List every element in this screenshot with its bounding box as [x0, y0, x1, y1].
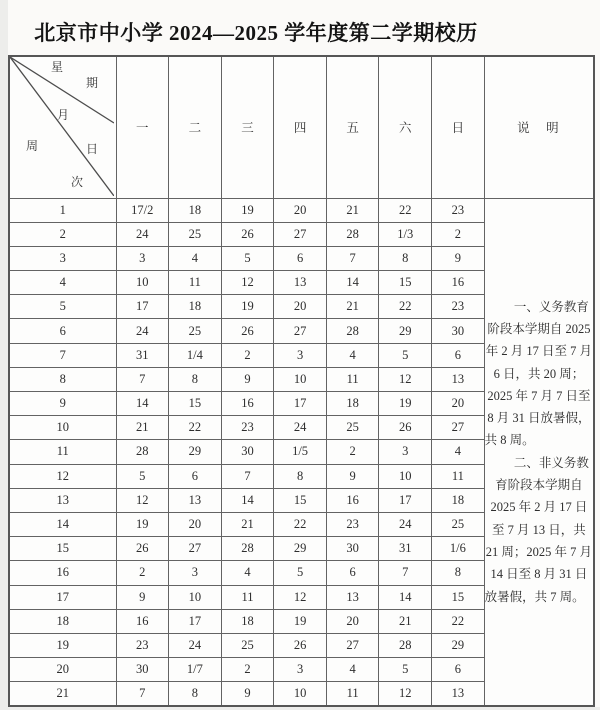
week-number-cell: 18 — [9, 609, 116, 633]
date-cell: 17 — [169, 609, 222, 633]
date-cell: 20 — [169, 512, 222, 536]
date-cell: 6 — [169, 464, 222, 488]
date-cell: 9 — [116, 585, 169, 609]
day-header-sun: 日 — [432, 56, 485, 198]
date-cell: 26 — [221, 319, 274, 343]
date-cell: 6 — [274, 246, 327, 270]
date-cell: 15 — [379, 271, 432, 295]
date-cell: 26 — [379, 416, 432, 440]
date-cell: 9 — [432, 246, 485, 270]
date-cell: 18 — [169, 295, 222, 319]
date-cell: 23 — [432, 198, 485, 222]
date-cell: 27 — [432, 416, 485, 440]
date-cell: 10 — [169, 585, 222, 609]
day-header-thu: 四 — [274, 56, 327, 198]
corner-label-weekday: 星 — [51, 60, 64, 74]
date-cell: 14 — [326, 271, 379, 295]
date-cell: 12 — [116, 488, 169, 512]
date-cell: 27 — [274, 319, 327, 343]
date-cell: 26 — [274, 633, 327, 657]
date-cell: 5 — [379, 658, 432, 682]
date-cell: 15 — [274, 488, 327, 512]
date-cell: 13 — [274, 271, 327, 295]
date-cell: 30 — [432, 319, 485, 343]
notes-header: 说 明 — [484, 56, 594, 198]
date-cell: 1/5 — [274, 440, 327, 464]
date-cell: 31 — [116, 343, 169, 367]
date-cell: 30 — [221, 440, 274, 464]
date-cell: 31 — [379, 537, 432, 561]
date-cell: 8 — [169, 682, 222, 706]
date-cell: 14 — [221, 488, 274, 512]
date-cell: 27 — [274, 222, 327, 246]
date-cell: 10 — [274, 682, 327, 706]
day-header-fri: 五 — [326, 56, 379, 198]
date-cell: 7 — [116, 367, 169, 391]
week-number-cell: 13 — [9, 488, 116, 512]
date-cell: 3 — [116, 246, 169, 270]
date-cell: 3 — [274, 658, 327, 682]
date-cell: 24 — [116, 319, 169, 343]
date-cell: 21 — [379, 609, 432, 633]
date-cell: 20 — [274, 295, 327, 319]
date-cell: 8 — [169, 367, 222, 391]
date-cell: 29 — [432, 633, 485, 657]
date-cell: 5 — [221, 246, 274, 270]
date-cell: 7 — [379, 561, 432, 585]
date-cell: 28 — [326, 222, 379, 246]
date-cell: 24 — [274, 416, 327, 440]
date-cell: 22 — [432, 609, 485, 633]
week-number-cell: 4 — [9, 271, 116, 295]
date-cell: 25 — [169, 319, 222, 343]
date-cell: 25 — [169, 222, 222, 246]
date-cell: 19 — [221, 198, 274, 222]
day-header-sat: 六 — [379, 56, 432, 198]
date-cell: 7 — [116, 682, 169, 706]
date-cell: 2 — [116, 561, 169, 585]
date-cell: 26 — [116, 537, 169, 561]
date-cell: 8 — [379, 246, 432, 270]
date-cell: 29 — [274, 537, 327, 561]
notes-paragraph-1: 一、义务教育阶段本学期自 2025 年 2 月 17 日至 7 月 6 日，共 20 周；2025 年 7 月 7 日至 8 月 31 日放暑假，共 8 周。 — [484, 299, 593, 448]
date-cell: 21 — [221, 512, 274, 536]
date-cell: 9 — [221, 682, 274, 706]
date-cell: 21 — [326, 198, 379, 222]
date-cell: 1/7 — [169, 658, 222, 682]
corner-label-weekday: 期 — [86, 76, 99, 90]
date-cell: 24 — [379, 512, 432, 536]
date-cell: 1/6 — [432, 537, 485, 561]
week-number-cell: 1 — [9, 198, 116, 222]
corner-label-date: 日 — [86, 142, 99, 156]
week-number-cell: 9 — [9, 392, 116, 416]
week-number-cell: 20 — [9, 658, 116, 682]
date-cell: 4 — [432, 440, 485, 464]
week-number-cell: 8 — [9, 367, 116, 391]
date-cell: 12 — [379, 367, 432, 391]
week-number-cell: 12 — [9, 464, 116, 488]
date-cell: 17/2 — [116, 198, 169, 222]
corner-cell — [9, 56, 116, 198]
date-cell: 20 — [274, 198, 327, 222]
week-number-cell: 10 — [9, 416, 116, 440]
date-cell: 8 — [274, 464, 327, 488]
date-cell: 1/4 — [169, 343, 222, 367]
date-cell: 28 — [326, 319, 379, 343]
date-cell: 3 — [169, 561, 222, 585]
date-cell: 24 — [169, 633, 222, 657]
date-cell: 26 — [221, 222, 274, 246]
date-cell: 2 — [221, 658, 274, 682]
date-cell: 10 — [274, 367, 327, 391]
date-cell: 18 — [326, 392, 379, 416]
date-cell: 14 — [116, 392, 169, 416]
date-cell: 4 — [326, 658, 379, 682]
date-cell: 2 — [326, 440, 379, 464]
week-number-cell: 19 — [9, 633, 116, 657]
date-cell: 12 — [221, 271, 274, 295]
notes-paragraph-2: 二、非义务教育阶段本学期自 2025 年 2 月 17 日至 7 月 13 日，共 21 周；2025 年 7 月 14 日至 8 月 31 日放暑假，共 7 周。 — [484, 455, 593, 604]
week-number-cell: 21 — [9, 682, 116, 706]
date-cell: 14 — [379, 585, 432, 609]
date-cell: 6 — [432, 658, 485, 682]
date-cell: 7 — [326, 246, 379, 270]
corner-label-date: 月 — [57, 108, 70, 122]
page-title: 北京市中小学 2024—2025 学年度第二学期校历 — [34, 21, 478, 45]
notes-cell — [484, 198, 594, 706]
date-cell: 30 — [326, 537, 379, 561]
date-cell: 13 — [169, 488, 222, 512]
date-cell: 9 — [326, 464, 379, 488]
date-cell: 11 — [326, 367, 379, 391]
day-header-tue: 二 — [169, 56, 222, 198]
corner-label-week-number: 周 — [26, 139, 39, 153]
day-header-mon: 一 — [116, 56, 169, 198]
date-cell: 5 — [379, 343, 432, 367]
date-cell: 17 — [116, 295, 169, 319]
date-cell: 18 — [221, 609, 274, 633]
date-cell: 15 — [432, 585, 485, 609]
date-cell: 11 — [221, 585, 274, 609]
date-cell: 28 — [379, 633, 432, 657]
date-cell: 24 — [116, 222, 169, 246]
date-cell: 22 — [379, 295, 432, 319]
week-number-cell: 2 — [9, 222, 116, 246]
date-cell: 13 — [326, 585, 379, 609]
date-cell: 28 — [221, 537, 274, 561]
week-number-cell: 5 — [9, 295, 116, 319]
date-cell: 16 — [326, 488, 379, 512]
date-cell: 7 — [221, 464, 274, 488]
date-cell: 21 — [116, 416, 169, 440]
date-cell: 2 — [221, 343, 274, 367]
date-cell: 19 — [274, 609, 327, 633]
date-cell: 18 — [169, 198, 222, 222]
calendar-table — [8, 55, 595, 707]
date-cell: 29 — [169, 440, 222, 464]
date-cell: 6 — [326, 561, 379, 585]
diagonal-divider-icon — [10, 57, 114, 196]
date-cell: 8 — [432, 561, 485, 585]
week-number-cell: 3 — [9, 246, 116, 270]
date-cell: 10 — [379, 464, 432, 488]
date-cell: 20 — [326, 609, 379, 633]
date-cell: 11 — [169, 271, 222, 295]
date-cell: 19 — [116, 512, 169, 536]
week-number-cell: 16 — [9, 561, 116, 585]
date-cell: 22 — [379, 198, 432, 222]
date-cell: 23 — [432, 295, 485, 319]
date-cell: 22 — [274, 512, 327, 536]
date-cell: 22 — [169, 416, 222, 440]
date-cell: 4 — [169, 246, 222, 270]
date-cell: 16 — [432, 271, 485, 295]
date-cell: 25 — [326, 416, 379, 440]
date-cell: 5 — [116, 464, 169, 488]
week-number-cell: 11 — [9, 440, 116, 464]
header-row — [9, 56, 594, 198]
date-cell: 11 — [326, 682, 379, 706]
date-cell: 23 — [326, 512, 379, 536]
date-cell: 10 — [116, 271, 169, 295]
date-cell: 5 — [274, 561, 327, 585]
date-cell: 19 — [221, 295, 274, 319]
date-cell: 30 — [116, 658, 169, 682]
corner-label-week-number: 次 — [71, 175, 84, 189]
date-cell: 23 — [221, 416, 274, 440]
date-cell: 17 — [274, 392, 327, 416]
date-cell: 18 — [432, 488, 485, 512]
date-cell: 12 — [274, 585, 327, 609]
date-cell: 4 — [221, 561, 274, 585]
date-cell: 1/3 — [379, 222, 432, 246]
date-cell: 28 — [116, 440, 169, 464]
date-cell: 6 — [432, 343, 485, 367]
date-cell: 17 — [379, 488, 432, 512]
date-cell: 16 — [116, 609, 169, 633]
week-number-cell: 7 — [9, 343, 116, 367]
week-number-cell: 15 — [9, 537, 116, 561]
date-cell: 16 — [221, 392, 274, 416]
date-cell: 23 — [116, 633, 169, 657]
date-cell: 11 — [432, 464, 485, 488]
date-cell: 27 — [169, 537, 222, 561]
date-cell: 3 — [379, 440, 432, 464]
date-cell: 12 — [379, 682, 432, 706]
date-cell: 25 — [432, 512, 485, 536]
date-cell: 19 — [379, 392, 432, 416]
date-cell: 21 — [326, 295, 379, 319]
date-cell: 4 — [326, 343, 379, 367]
week-number-cell: 17 — [9, 585, 116, 609]
date-cell: 13 — [432, 682, 485, 706]
date-cell: 3 — [274, 343, 327, 367]
date-cell: 2 — [432, 222, 485, 246]
date-cell: 20 — [432, 392, 485, 416]
date-cell: 9 — [221, 367, 274, 391]
table-row — [9, 198, 594, 222]
week-number-cell: 6 — [9, 319, 116, 343]
date-cell: 27 — [326, 633, 379, 657]
date-cell: 13 — [432, 367, 485, 391]
date-cell: 25 — [221, 633, 274, 657]
date-cell: 29 — [379, 319, 432, 343]
week-number-cell: 14 — [9, 512, 116, 536]
date-cell: 15 — [169, 392, 222, 416]
day-header-wed: 三 — [221, 56, 274, 198]
